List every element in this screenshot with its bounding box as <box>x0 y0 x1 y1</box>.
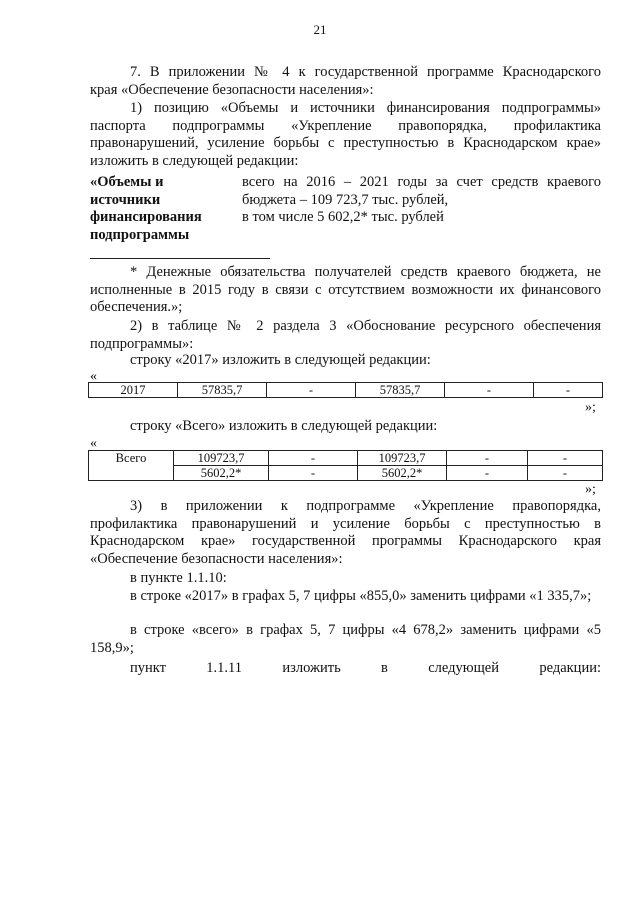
table-cell-federal: - <box>269 466 358 481</box>
passport-value-total: всего на 2016 – 2021 годы за счет средств краевого бюджета – 109 723,7 тыс. рублей, <box>242 174 601 208</box>
open-quote-2017: « <box>90 369 97 384</box>
open-quote-total: « <box>90 436 97 451</box>
table-cell-local: - <box>447 466 528 481</box>
table-cell-regional: 109723,7 <box>358 451 447 466</box>
paragraph-7-line2: края «Обеспечение безопасности населения»: <box>90 82 374 98</box>
table-cell-total-label: Всего <box>89 451 174 481</box>
table-cell-total: 109723,7 <box>174 451 269 466</box>
passport-label: «Объемы и источники финансирования подпрограммы <box>90 174 202 243</box>
table-total <box>88 450 603 481</box>
table-row <box>89 451 603 466</box>
table-cell-regional: 57835,7 <box>356 383 445 398</box>
table-cell-local: - <box>445 383 534 398</box>
item-2017-replace: в строке «2017» в графах 5, 7 цифры «855,0» заменить цифрами «1 335,7»; <box>130 588 592 604</box>
paragraph-7-line1: 7. В приложении № 4 к государственной программе Краснодарского <box>130 64 601 80</box>
passport-value-including: в том числе 5 602,2* тыс. рублей <box>242 209 444 225</box>
passport-value <box>242 174 601 227</box>
footnote: * Денежные обязательства получателей средств краевого бюджета, не исполненные в 2015 году в связи с отсутствием возможности их финансового обеспечения.»; <box>90 264 601 315</box>
table-cell-local: - <box>447 451 528 466</box>
paragraph-2: 2) в таблице № 2 раздела 3 «Обоснование ресурсного обеспечения подпрограммы»: <box>90 318 601 352</box>
close-quote-2017: »; <box>585 400 596 415</box>
table-cell-year: 2017 <box>89 383 178 398</box>
table-cell-extra: - <box>528 466 603 481</box>
paragraph-3: 3) в приложении к подпрограмме «Укрепление правопорядка, профилактика правонарушений и усиление борьбы с преступностью в Краснодарском крае» государственной программы Краснодарского края «Обеспечение безопасности населения»: <box>90 498 601 567</box>
item-total-replace: в строке «всего» в графах 5, 7 цифры «4 678,2» заменить цифрами «5 158,9»; <box>90 622 601 656</box>
table-cell-extra: - <box>528 451 603 466</box>
table-cell-federal: - <box>267 383 356 398</box>
table-cell-total: 5602,2* <box>174 466 269 481</box>
paragraph-1: 1) позицию «Объемы и источники финансирования подпрограммы» паспорта подпрограммы «Укрепление правопорядка, профилактика правонарушений, усиление борьбы с преступностью в Краснодарском крае» изложить в следующей редакции: <box>90 100 601 169</box>
table-2017 <box>88 382 603 398</box>
footnote-separator <box>90 258 270 259</box>
close-quote-total: »; <box>585 482 596 497</box>
table-cell-regional: 5602,2* <box>358 466 447 481</box>
item-1-1-10: в пункте 1.1.10: <box>130 570 227 586</box>
page-number: 21 <box>313 22 327 37</box>
total-row-intro: строку «Всего» изложить в следующей редакции: <box>130 418 438 434</box>
item-1-1-11: пункт 1.1.11 изложить в следующей редакции: <box>130 660 601 676</box>
table-cell-total: 57835,7 <box>178 383 267 398</box>
table-cell-federal: - <box>269 451 358 466</box>
table-cell-extra: - <box>534 383 603 398</box>
table-row <box>89 383 603 398</box>
row-2017-intro: строку «2017» изложить в следующей редакции: <box>130 352 431 368</box>
